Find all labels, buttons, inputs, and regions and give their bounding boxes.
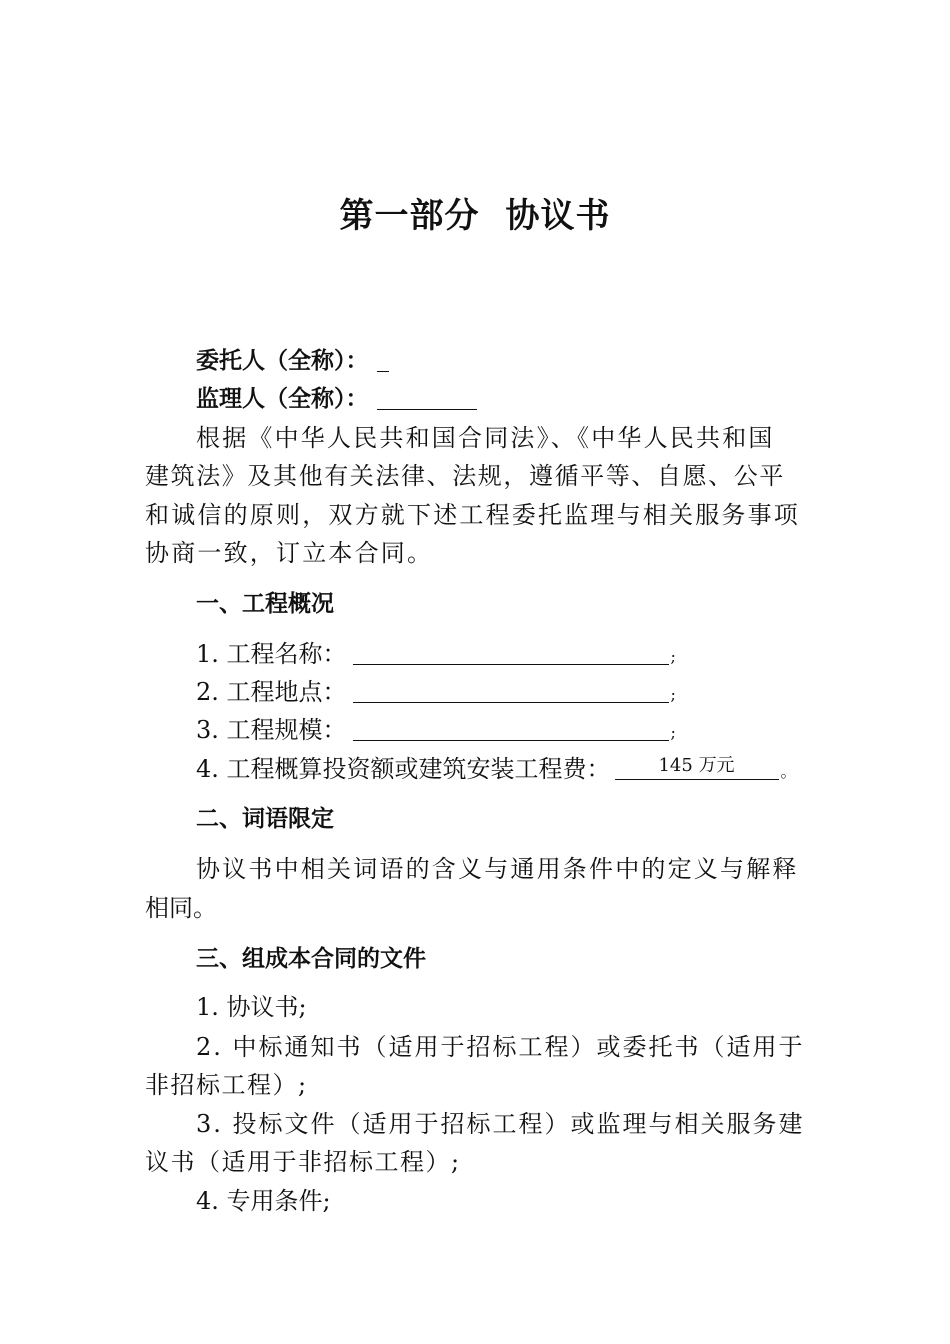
supervisor-label: 监理人（全称）： [196, 386, 369, 412]
client-label: 委托人（全称）： [196, 348, 369, 374]
document-list-item: 2. 中标通知书（适用于招标工程）或委托书（适用于 [196, 1033, 805, 1061]
terms-line: 相同。 [145, 894, 217, 922]
project-name-line: 1. 工程名称： ; [196, 636, 807, 672]
section-heading-terms: 二、词语限定 [196, 806, 334, 832]
section-heading-documents: 三、组成本合同的文件 [196, 946, 426, 972]
document-list-item: 议书（适用于非招标工程）; [145, 1148, 461, 1176]
project-scale-blank[interactable] [353, 712, 669, 741]
intro-line: 建筑法》及其他有关法律、法规，遵循平等、自愿、公平 [145, 462, 785, 490]
project-location-label: 2. 工程地点： [196, 678, 347, 706]
document-list-item: 1. 协议书; [196, 993, 307, 1021]
project-location-line: 2. 工程地点： ; [196, 674, 807, 710]
project-scale-line: 3. 工程规模： ; [196, 712, 807, 748]
terms-line: 协议书中相关词语的含义与通用条件中的定义与解释 [196, 855, 799, 883]
client-name-blank[interactable] [377, 343, 389, 372]
project-scale-label: 3. 工程规模： [196, 716, 347, 744]
document-list-item: 3. 投标文件（适用于招标工程）或监理与相关服务建 [196, 1110, 805, 1138]
project-budget-value[interactable]: 145 万元 [615, 751, 779, 780]
project-location-blank[interactable] [353, 674, 669, 703]
title-name: 协议书 [505, 196, 611, 236]
supervisor-name-blank[interactable] [377, 381, 477, 410]
document-list-item: 非招标工程）; [145, 1071, 308, 1099]
document-list-item: 4. 专用条件; [196, 1187, 331, 1215]
intro-line: 协商一致，订立本合同。 [145, 539, 434, 567]
project-budget-label: 4. 工程概算投资额或建筑安装工程费： [196, 755, 611, 783]
intro-line: 和诚信的原则，双方就下述工程委托监理与相关服务事项 [145, 501, 800, 529]
title-part: 第一部分 [339, 196, 480, 236]
client-line [196, 343, 807, 379]
page-title [0, 188, 950, 237]
project-budget-line: 4. 工程概算投资额或建筑安装工程费： 145 万元 。 [196, 751, 807, 787]
project-name-blank[interactable] [353, 636, 669, 665]
section-heading-overview: 一、工程概况 [196, 591, 334, 617]
project-name-label: 1. 工程名称： [196, 640, 347, 668]
supervisor-line [196, 381, 807, 417]
intro-line: 根据《中华人民共和国合同法》、《中华人民共和国 [196, 424, 775, 452]
